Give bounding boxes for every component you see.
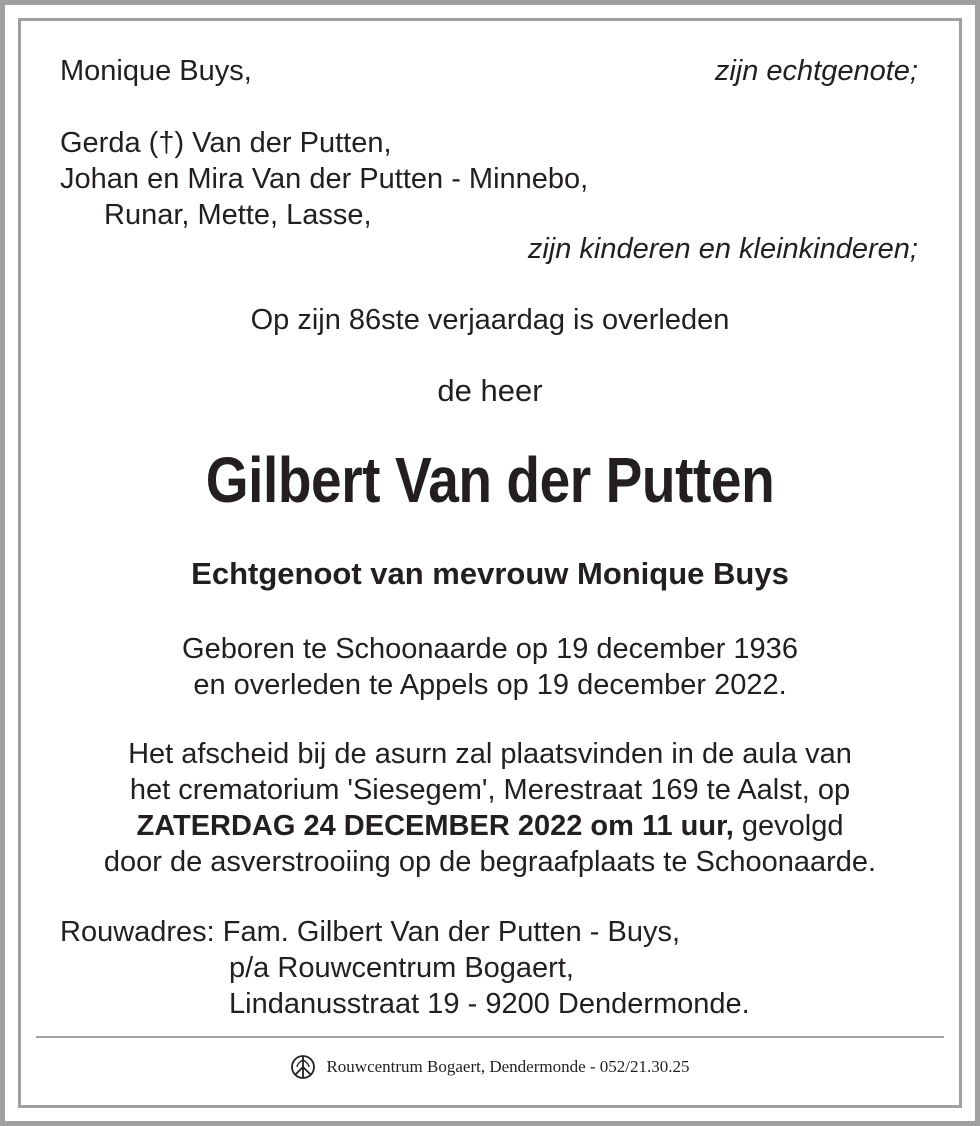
footer-divider	[36, 1036, 944, 1038]
footer	[0, 1052, 980, 1082]
deceased-name: Gilbert Van der Putten	[205, 444, 775, 516]
footer-text: Rouwcentrum Bogaert, Dendermonde - 052/21.30.25	[326, 1057, 690, 1076]
ceremony-followed: gevolgd	[733, 810, 844, 842]
ceremony-date: ZATERDAG 24 DECEMBER 2022 om 11 uur,	[136, 810, 734, 842]
grandchildren-line: Runar, Mette, Lasse,	[104, 199, 372, 231]
ceremony-line-4: door de asverstrooiing op de begraafplaats te Schoonaarde.	[103, 846, 877, 878]
wife-name: Monique Buys,	[60, 55, 252, 87]
honorific: de heer	[437, 373, 543, 408]
address-line-3: Lindanusstraat 19 - 9200 Dendermonde.	[229, 988, 750, 1020]
ceremony-line-1: Het afscheid bij de asurn zal plaatsvinden in de aula van	[128, 738, 852, 770]
spouse-line: Echtgenoot van mevrouw Monique Buys	[191, 556, 789, 591]
ceremony-line-3	[0, 809, 980, 843]
children-relation: zijn kinderen en kleinkinderen;	[527, 233, 918, 265]
ceremony-line-2: het crematorium 'Siesegem', Merestraat 169 te Aalst, op	[129, 774, 851, 806]
child-line-2: Johan en Mira Van der Putten - Minnebo,	[60, 163, 589, 195]
birth-line: Geboren te Schoonaarde op 19 december 1936	[182, 633, 798, 665]
peace-emblem-icon	[290, 1054, 316, 1080]
wife-relation: zijn echtgenote;	[714, 55, 918, 87]
death-line: en overleden te Appels op 19 december 2022.	[193, 669, 787, 701]
child-line-1: Gerda (†) Van der Putten,	[60, 127, 392, 159]
intro-text: Op zijn 86ste verjaardag is overleden	[250, 304, 730, 336]
address-line-1: Rouwadres: Fam. Gilbert Van der Putten - Buys,	[60, 916, 681, 948]
address-line-2: p/a Rouwcentrum Bogaert,	[229, 952, 574, 984]
